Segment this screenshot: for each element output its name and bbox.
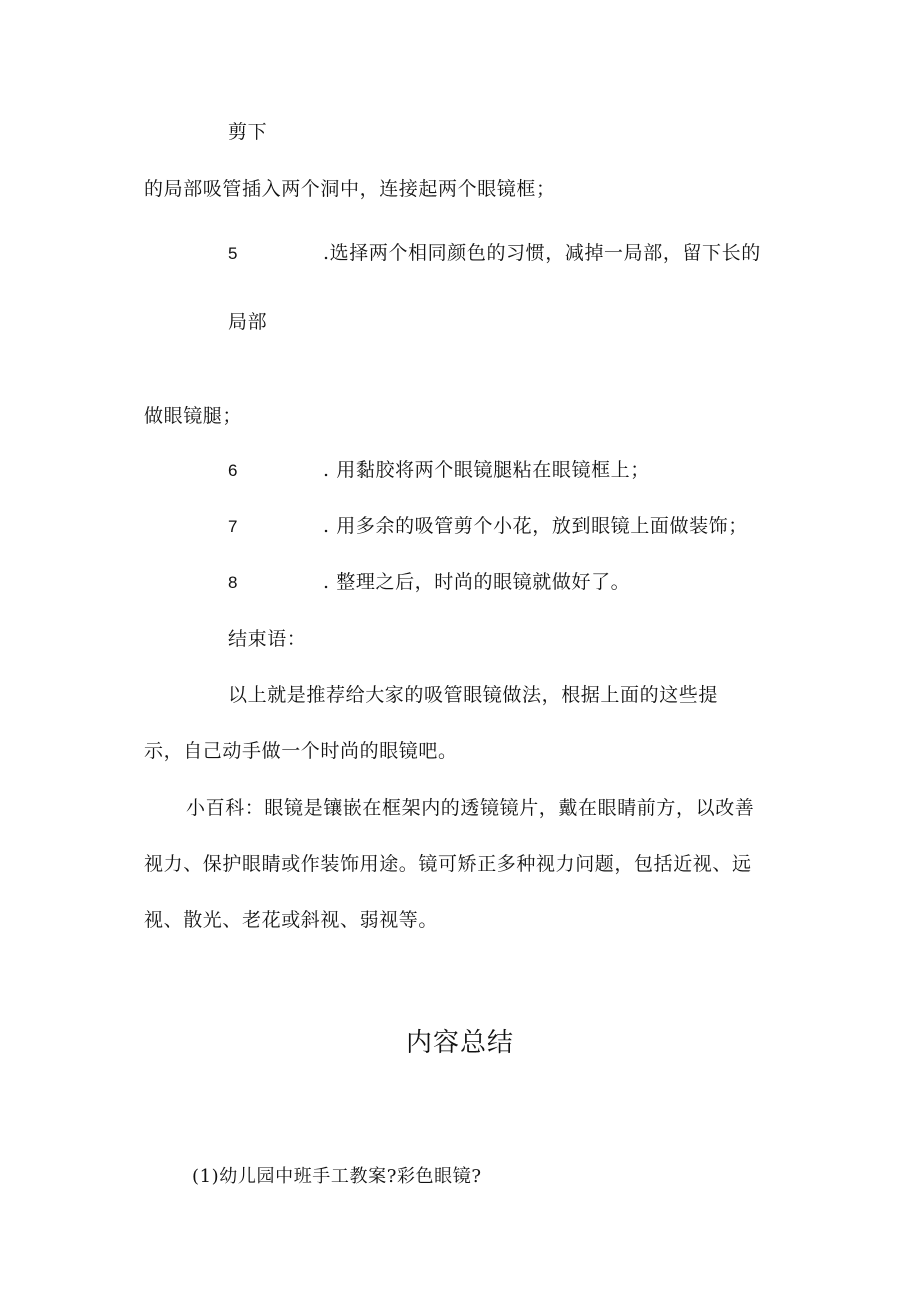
step-text: . 整理之后，时尚的眼镜就做好了。 bbox=[323, 571, 631, 593]
text-line: 剪下 bbox=[228, 121, 268, 143]
step-number: 8 bbox=[228, 573, 238, 592]
text-line: 以上就是推荐给大家的吸管眼镜做法，根据上面的这些提 bbox=[228, 684, 719, 706]
step-text: . 用多余的吸管剪个小花，放到眼镜上面做装饰； bbox=[323, 515, 748, 537]
step-text: . 用黏胶将两个眼镜腿粘在眼镜框上； bbox=[323, 459, 650, 481]
wiki-line: 小百科：眼镜是镶嵌在框架内的透镜镜片，戴在眼睛前方，以改善 bbox=[186, 797, 755, 819]
text-line: 的局部吸管插入两个洞中，连接起两个眼镜框； bbox=[144, 178, 556, 200]
ending-label: 结束语： bbox=[228, 628, 307, 650]
summary-item: (1)幼儿园中班手工教案?彩色眼镜? bbox=[192, 1166, 482, 1187]
step-number: 6 bbox=[228, 461, 238, 480]
text-line: 示，自己动手做一个时尚的眼镜吧。 bbox=[144, 740, 458, 762]
text-line: 做眼镜腿； bbox=[144, 405, 243, 427]
wiki-line: 视、散光、老花或斜视、弱视等。 bbox=[144, 909, 439, 931]
text-line: 局部 bbox=[228, 311, 268, 333]
step-number: 7 bbox=[228, 517, 238, 536]
wiki-line: 视力、保护眼睛或作装饰用途。镜可矫正多种视力问题，包括近视、远 bbox=[144, 853, 752, 875]
step-number: 5 bbox=[228, 244, 238, 263]
step-text: .选择两个相同颜色的习惯，减掉一局部，留下长的 bbox=[323, 242, 761, 264]
summary-heading: 内容总结 bbox=[406, 1028, 515, 1058]
